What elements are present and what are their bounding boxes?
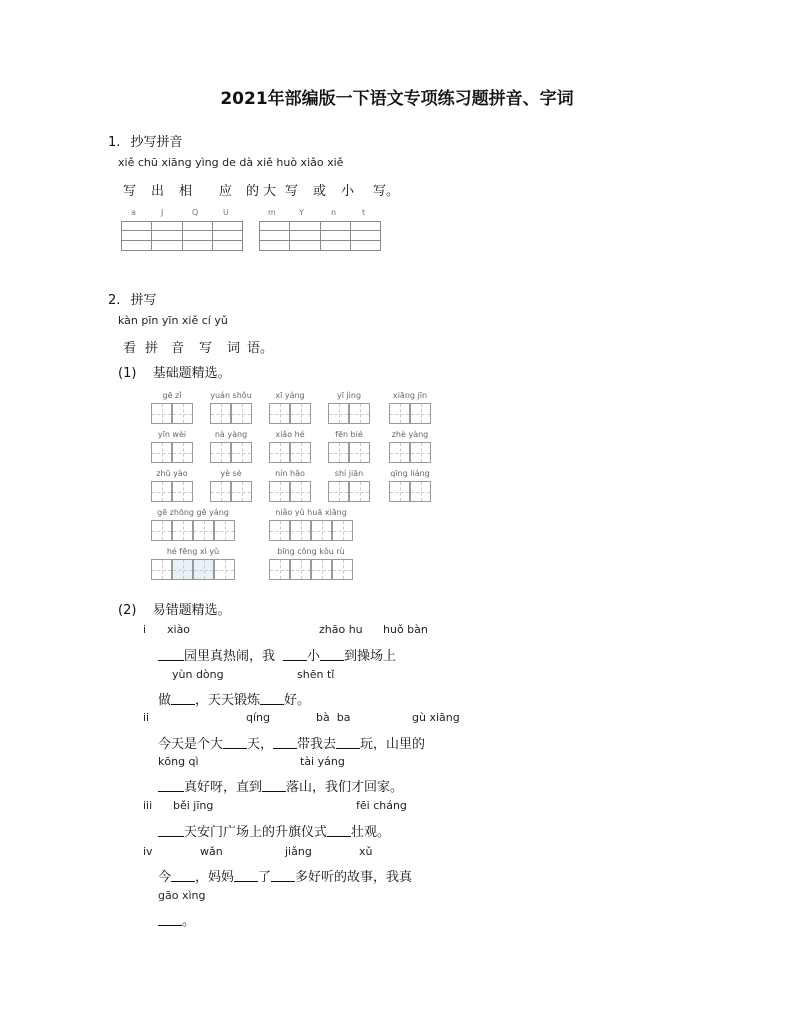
answer-blank[interactable]	[283, 648, 307, 661]
tianzi-box[interactable]	[389, 481, 410, 502]
letter-label: t	[362, 208, 366, 217]
tianzi-box[interactable]	[151, 520, 172, 541]
tianzi-box[interactable]	[328, 481, 349, 502]
question-number: iii	[143, 799, 153, 812]
pinyin-hint: tài yáng	[300, 755, 345, 768]
letter-label: a	[131, 208, 136, 217]
pinyin-label: yīn wèi	[157, 430, 187, 439]
tianzi-box[interactable]	[231, 442, 252, 463]
subsection-2-heading	[118, 599, 231, 618]
answer-blank[interactable]	[262, 779, 286, 792]
grid-line	[320, 221, 321, 251]
sentence-text: ，妈妈	[195, 870, 235, 885]
tianzi-box[interactable]	[193, 559, 214, 580]
question-number: iv	[143, 845, 153, 858]
pinyin-hint: kōng qì	[158, 755, 199, 768]
sentence-text: 今天是个大	[158, 737, 224, 752]
pinyin-label: hé fēng xì yǔ	[166, 547, 220, 556]
question-number: i	[143, 623, 147, 636]
tianzi-box[interactable]	[151, 481, 172, 502]
answer-blank[interactable]	[158, 913, 182, 926]
sentence-text: 今	[158, 870, 172, 885]
letter-label: J	[161, 208, 164, 217]
tianzi-box[interactable]	[311, 559, 332, 580]
question-number: ii	[143, 711, 150, 724]
pinyin-label: yè sè	[220, 469, 242, 478]
section-1-heading	[108, 131, 183, 150]
section-1-pinyin: xiě chū xiāng yìng de dà xiě huò xiǎo xiě	[118, 156, 344, 169]
tianzi-box[interactable]	[172, 442, 193, 463]
tianzi-box[interactable]	[231, 481, 252, 502]
answer-blank[interactable]	[327, 824, 351, 837]
grid-line	[151, 221, 152, 251]
sentence-line	[158, 645, 396, 664]
pinyin-label: nà yàng	[214, 430, 248, 439]
instruction-char: 应	[219, 184, 233, 199]
letter-label: Q	[192, 208, 199, 217]
tianzi-box[interactable]	[410, 403, 431, 424]
tianzi-box[interactable]	[151, 442, 172, 463]
sentence-text: 。	[182, 914, 196, 929]
pinyin-hint: xǔ	[359, 845, 373, 858]
grid-line	[380, 221, 381, 251]
subsection-title: 易错题精选。	[152, 603, 231, 618]
pinyin-label: yī jìng	[336, 391, 362, 400]
tianzi-box[interactable]	[349, 481, 370, 502]
pinyin-label: gē zhōng gē yáng	[157, 508, 229, 517]
tianzi-box[interactable]	[332, 559, 353, 580]
tianzi-box[interactable]	[328, 403, 349, 424]
tianzi-box[interactable]	[269, 520, 290, 541]
tianzi-box[interactable]	[151, 559, 172, 580]
pinyin-hint: huǒ bàn	[383, 623, 428, 636]
tianzi-box[interactable]	[328, 442, 349, 463]
pinyin-label: fēn bié	[335, 430, 363, 439]
pinyin-hint: wǎn	[200, 845, 223, 858]
sentence-line	[158, 689, 310, 708]
page-title: 2021年部编版一下语文专项练习题拼音、字词	[220, 89, 574, 109]
sentence-text: 落山，我们才回家。	[286, 780, 404, 795]
tianzi-box[interactable]	[210, 442, 231, 463]
tianzi-box[interactable]	[214, 520, 235, 541]
instruction-char: 写	[285, 184, 299, 199]
pinyin-hint: běi jīng	[173, 799, 214, 812]
sentence-text: ，天天锻炼	[195, 693, 261, 708]
letter-label: U	[223, 208, 229, 217]
sentence-text: 带我去	[297, 737, 337, 752]
sentence-text: 了	[258, 870, 272, 885]
instruction-char: 音	[171, 341, 185, 356]
instruction-char: 拼	[145, 341, 159, 356]
pinyin-hint: zhāo hu	[319, 623, 363, 636]
instruction-char: 大	[263, 184, 277, 199]
writing-grid-right	[259, 221, 381, 251]
sentence-text: 好。	[284, 693, 311, 708]
tianzi-box[interactable]	[410, 481, 431, 502]
tianzi-box[interactable]	[151, 403, 172, 424]
tianzi-box[interactable]	[269, 403, 290, 424]
sentence-line	[158, 733, 425, 752]
tianzi-box[interactable]	[210, 403, 231, 424]
section-2-heading	[108, 289, 157, 308]
tianzi-box[interactable]	[311, 520, 332, 541]
answer-blank[interactable]	[260, 692, 284, 705]
sentence-text: 多好听的故事，我真	[295, 870, 413, 885]
pinyin-hint: fēi cháng	[356, 799, 407, 812]
tianzi-box[interactable]	[193, 520, 214, 541]
section-number: 2.	[108, 293, 121, 308]
instruction-char: 写	[199, 341, 213, 356]
grid-line	[259, 221, 260, 251]
tianzi-box[interactable]	[231, 403, 252, 424]
answer-blank[interactable]	[158, 779, 184, 792]
pinyin-hint: gù xiāng	[412, 711, 460, 724]
pinyin-label: xiāng jīn	[392, 391, 428, 400]
pinyin-label: yuán shǒu	[210, 391, 252, 400]
pinyin-hint: gāo xìng	[158, 889, 206, 902]
sentence-text: 园里真热闹，我	[184, 649, 276, 664]
grid-line	[289, 221, 290, 251]
answer-blank[interactable]	[171, 869, 195, 882]
pinyin-label: xiǎo hé	[275, 430, 305, 439]
pinyin-label: zhè yàng	[391, 430, 429, 439]
tianzi-box[interactable]	[269, 481, 290, 502]
tianzi-box[interactable]	[290, 481, 311, 502]
pinyin-label: niǎo yǔ huā xiāng	[275, 508, 347, 517]
answer-blank[interactable]	[158, 648, 184, 661]
tianzi-box[interactable]	[172, 403, 193, 424]
answer-blank[interactable]	[223, 736, 247, 749]
instruction-char: 或	[313, 184, 327, 199]
pinyin-label: nín hǎo	[275, 469, 305, 478]
pinyin-hint: jiǎng	[285, 845, 312, 858]
subsection-1-heading	[118, 362, 231, 381]
grid-line	[182, 221, 183, 251]
instruction-char: 相	[179, 184, 193, 199]
subsection-number: (1)	[118, 366, 137, 381]
grid-line	[242, 221, 243, 251]
tianzi-box[interactable]	[290, 403, 311, 424]
pinyin-label: shí jiān	[334, 469, 364, 478]
answer-blank[interactable]	[320, 648, 344, 661]
tianzi-box[interactable]	[214, 559, 235, 580]
instruction-char: 语。	[247, 341, 274, 356]
writing-grid-left	[121, 221, 243, 251]
instruction-char: 小	[341, 184, 355, 199]
sentence-text: 真好呀，直到	[184, 780, 263, 795]
pinyin-hint: shēn tǐ	[297, 668, 335, 681]
sentence-text: 天安门广场上的升旗仪式	[184, 825, 328, 840]
subsection-title: 基础题精选。	[152, 366, 231, 381]
pinyin-hint: yùn dòng	[172, 668, 224, 681]
answer-blank[interactable]	[234, 869, 258, 882]
sentence-text: 小	[307, 649, 321, 664]
instruction-char: 写。	[373, 184, 400, 199]
pinyin-hint: bà ba	[316, 711, 351, 724]
letter-label: m	[268, 208, 276, 217]
tianzi-box[interactable]	[172, 520, 193, 541]
tianzi-box[interactable]	[349, 403, 370, 424]
pinyin-label: qīng liáng	[390, 469, 430, 478]
letter-label: n	[331, 208, 337, 217]
sentence-text: 到操场上	[344, 649, 397, 664]
pinyin-hint: xiào	[167, 623, 191, 636]
letter-label: Y	[299, 208, 304, 217]
tianzi-box[interactable]	[290, 559, 311, 580]
instruction-char: 写	[123, 184, 137, 199]
answer-blank[interactable]	[273, 736, 297, 749]
pinyin-label: gē zǐ	[162, 391, 182, 400]
sentence-line	[158, 866, 412, 885]
grid-line	[121, 221, 122, 251]
tianzi-box[interactable]	[349, 442, 370, 463]
pinyin-label: xī yáng	[275, 391, 305, 400]
instruction-char: 的	[246, 184, 260, 199]
instruction-char: 看	[123, 341, 137, 356]
section-2-pinyin: kàn pīn yīn xiě cí yǔ	[118, 314, 228, 327]
subsection-number: (2)	[118, 603, 137, 618]
answer-blank[interactable]	[171, 692, 195, 705]
section-title: 拼写	[130, 293, 157, 308]
section-title: 抄写拼音	[130, 135, 183, 150]
sentence-line	[158, 776, 403, 795]
tianzi-box[interactable]	[290, 520, 311, 541]
tianzi-box[interactable]	[389, 403, 410, 424]
sentence-line	[158, 910, 195, 929]
tianzi-box[interactable]	[172, 481, 193, 502]
tianzi-box[interactable]	[172, 559, 193, 580]
answer-blank[interactable]	[336, 736, 360, 749]
sentence-line	[158, 821, 390, 840]
tianzi-box[interactable]	[410, 442, 431, 463]
tianzi-box[interactable]	[210, 481, 231, 502]
pinyin-hint: qíng	[246, 711, 270, 724]
tianzi-box[interactable]	[269, 442, 290, 463]
answer-blank[interactable]	[158, 824, 184, 837]
instruction-char: 词	[227, 341, 241, 356]
section-number: 1.	[108, 135, 121, 150]
answer-blank[interactable]	[271, 869, 295, 882]
sentence-text: 做	[158, 693, 172, 708]
sentence-text: 玩，山里的	[360, 737, 426, 752]
sentence-text: 天，	[247, 737, 274, 752]
pinyin-label: bīng cōng kǒu rù	[277, 547, 345, 556]
sentence-text: 壮观。	[351, 825, 391, 840]
tianzi-box[interactable]	[269, 559, 290, 580]
tianzi-box[interactable]	[389, 442, 410, 463]
grid-line	[350, 221, 351, 251]
pinyin-label: zhū yào	[156, 469, 188, 478]
tianzi-box[interactable]	[332, 520, 353, 541]
grid-line	[212, 221, 213, 251]
tianzi-box[interactable]	[290, 442, 311, 463]
instruction-char: 出	[151, 184, 165, 199]
